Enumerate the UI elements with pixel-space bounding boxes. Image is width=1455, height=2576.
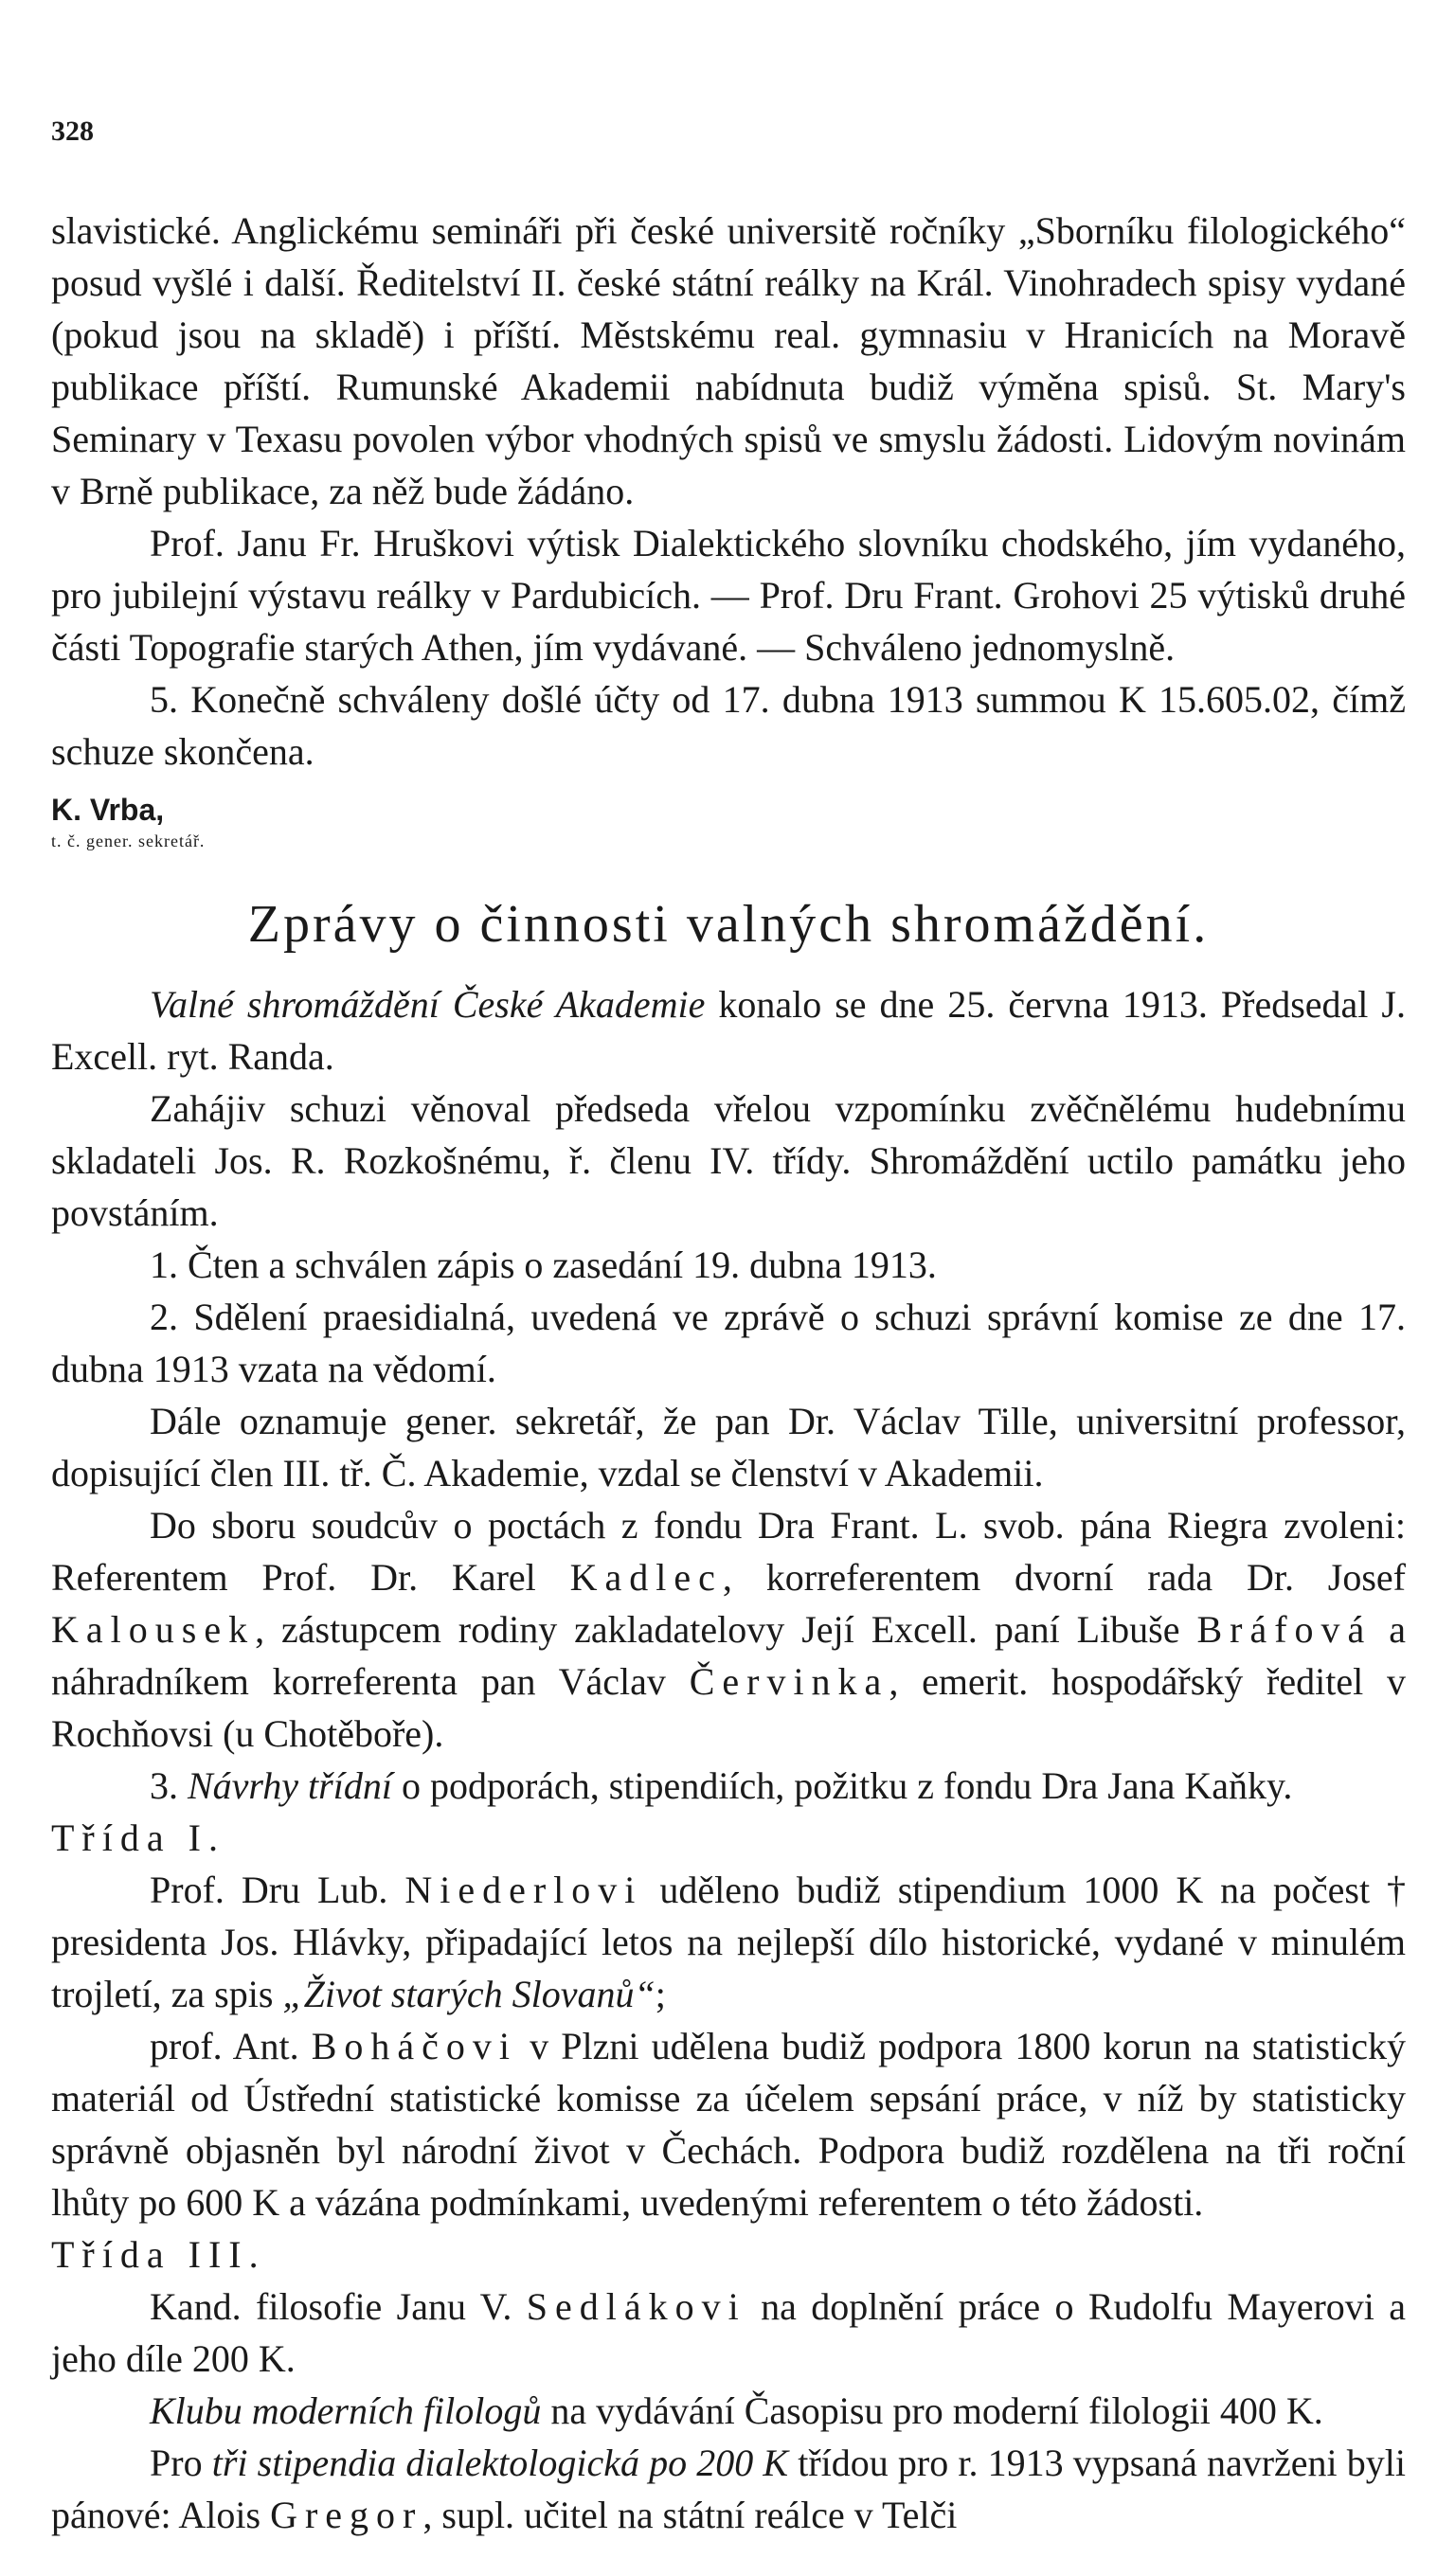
text-run: třídou pro r. 1913 vypsaná navrženi byli pánové: Alois (51, 2442, 1407, 2536)
text-run: , korreferentem dvorní rada Dr. Josef (722, 1556, 1406, 1599)
signature-role: t. č. gener. sekretář. (51, 832, 206, 850)
italic-phrase: Návrhy třídní (188, 1764, 392, 1807)
spaced-name: Sedlákovi (526, 2285, 746, 2328)
text-run: , emerit. hospodářský ředitel v Rochňovsi (u Chotěboře). (51, 1660, 1407, 1755)
class-paragraph (51, 2281, 1406, 2385)
class-paragraph (51, 2385, 1406, 2437)
text-run: v Plzni udělena budiž podpora 1800 korun na statistický materiál od Ústřední statistické komisse za účelem sepsání práce, v níž by statisticky správně objasněn byl národní život v Čechách. Podpora budiž rozdělena na tři roční lhůty po 600 K a vázána podmínkami, uvedenými referentem o této žádosti. (51, 2025, 1407, 2224)
text-run: 3. (150, 1764, 178, 1807)
numbered-item: 2. Sdělení praesidialná, uvedená ve zprávě o schuzi správní komise ze dne 17. dubna 1913 vzata na vědomí. (51, 1296, 1406, 1390)
italic-phrase: „Život starých Slovanů“ (282, 1973, 656, 2015)
meeting-paragraph (51, 1499, 1406, 1760)
page-number: 328 (51, 116, 94, 147)
class-heading: Třída I. (51, 1816, 225, 1859)
italic-phrase: tři stipendia dialektologická po 200 K (211, 2442, 789, 2484)
continuation-paragraph: Prof. Janu Fr. Hruškovi výtisk Dialektického slovníku chodského, jím vydaného, pro jubilejní výstavu reálky v Pardubicích. — Prof. Dru Frant. Grohovi 25 výtisků druhé části Topografie starých Athen, jím vydávané. — Schváleno jednomyslně. (51, 522, 1406, 669)
numbered-item (51, 1760, 1406, 1812)
text-run: na doplnění práce o Rudolfu Mayerovi a jeho díle 200 K. (51, 2285, 1406, 2380)
spaced-name: Bráfová (1196, 1608, 1373, 1651)
text-run: , zástupcem rodiny zakladatelovy Její Excell. paní Libuše (255, 1608, 1180, 1651)
text-run: konalo se dne 25. června 1913. Předsedal J. Excell. ryt. Randa. (51, 983, 1406, 1078)
spaced-name: Niederlovi (404, 1869, 643, 1911)
text-run: Prof. Dru Lub. (150, 1869, 388, 1911)
spaced-name: Kadlec (569, 1556, 723, 1599)
continuation-paragraph: slavistické. Anglickému semináři při české universitě ročníky „Sborníku filologického“ posud vyšlé i další. Ředitelství II. české státní reálky na Král. Vinohradech spisy vydané (pokud jsou na skladě) i příští. Městskému real. gymnasiu v Hranicích na Moravě publikace příští. Rumunské Akademii nabídnuta budiž výměna spisů. St. Mary's Seminary v Texasu povolen výbor vhodných spisů ve smyslu žádosti. Lidovým novinám v Brně publikace, za něž bude žádáno. (51, 209, 1406, 512)
meeting-paragraph: Dále oznamuje gener. sekretář, že pan Dr. Václav Tille, universitní professor, dopisující člen III. tř. Č. Akademie, vzdal se členství v Akademii. (51, 1400, 1406, 1494)
signature-name: K. Vrba, (51, 793, 165, 827)
text-run: na vydávání Časopisu pro moderní filologii 400 K. (550, 2389, 1323, 2432)
italic-phrase: Valné shromáždění České Akademie (150, 983, 706, 1026)
page-body (51, 205, 1406, 2541)
text-run: ; (655, 1973, 666, 2015)
italic-phrase: Klubu moderních filologů (150, 2389, 542, 2432)
spaced-name: Boháčovi (311, 2025, 518, 2067)
spaced-name: Kalousek (51, 1608, 256, 1651)
text-run: Kand. filosofie Janu V. (150, 2285, 512, 2328)
section-heading: Zprávy o činnosti valných shromáždění. (247, 895, 1210, 954)
text-run: uděleno budiž stipendium 1000 K na počest † presidenta Jos. Hlávky, připadající letos na nejlepší dílo historické, vydané v minulém trojletí, za spis (51, 1869, 1406, 2015)
class-paragraph (51, 2020, 1406, 2228)
meeting-paragraph (51, 978, 1406, 1082)
text-run: a náhradníkem korreferenta pan Václav (51, 1608, 1407, 1703)
text-run: , supl. učitel na státní reálce v Telči (422, 2494, 958, 2536)
text-run: Pro (150, 2442, 203, 2484)
text-run: o podporách, stipendiích, požitku z fondu Dra Jana Kaňky. (401, 1764, 1293, 1807)
class-paragraph (51, 2437, 1406, 2541)
continuation-paragraph: 5. Konečně schváleny došlé účty od 17. dubna 1913 summou K 15.605.02, čímž schuze skončena. (51, 678, 1406, 773)
numbered-item: 1. Čten a schválen zápis o zasedání 19. dubna 1913. (150, 1243, 937, 1286)
meeting-paragraph: Zahájiv schuzi věnoval předseda vřelou vzpomínku zvěčnělému hudebnímu skladateli Jos. R. Rozkošnému, ř. členu IV. třídy. Shromáždění uctilo památku jeho povstáním. (51, 1087, 1406, 1234)
class-heading: Třída III. (51, 2233, 266, 2276)
text-run: Do sboru soudcův o poctách z fondu Dra Frant. L. svob. pána Riegra zvoleni: Referentem Prof. Dr. Karel (51, 1504, 1406, 1599)
class-paragraph (51, 1864, 1406, 2020)
spaced-name: Gregor (270, 2494, 423, 2536)
text-run: prof. Ant. (150, 2025, 299, 2067)
spaced-name: Červinka (689, 1660, 889, 1703)
